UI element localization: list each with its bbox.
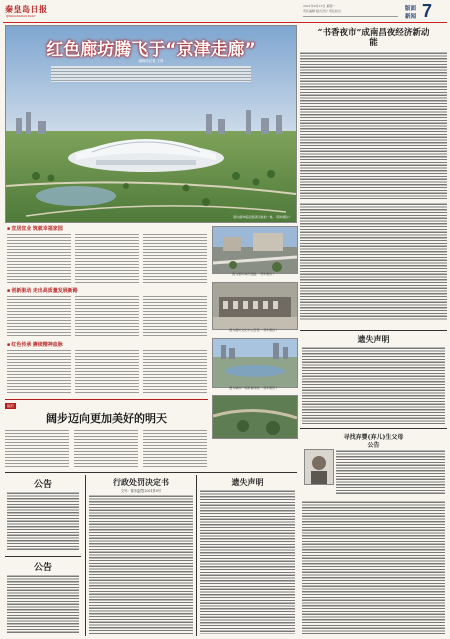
essay-kicker: 编后 (7, 403, 14, 408)
right-bottom-notices (302, 500, 445, 634)
lost-notice-title-2: 遗失声明 (231, 477, 264, 487)
section-head-2: ■ 创新驱动 走出高质量发展新路 (7, 288, 78, 294)
hero-headline: 红色廊坊腾飞于“京津走廊” (46, 40, 256, 60)
section-1-col-2 (75, 232, 139, 284)
essay-body-3 (143, 428, 207, 468)
right-article-body-1 (300, 51, 447, 199)
baby-photo (304, 449, 334, 485)
bottom-rule (5, 472, 297, 473)
admin-notice-sub: 文号：秦市监罚[2021]10号 (120, 489, 162, 493)
gonggao-box-1 (5, 475, 81, 553)
lost-notice-title-1: 遗失声明 (357, 334, 390, 344)
section-1-col-3 (143, 232, 207, 284)
gonggao-title-1: 公告 (33, 480, 52, 490)
search-notice-body (336, 449, 445, 495)
newspaper-site: QINHUANGDAO DAILY (6, 14, 36, 18)
lost-notice-body-2 (200, 489, 295, 634)
section-name-2: 新闻 (405, 14, 417, 20)
mid-photo-1-caption: 图为廊坊城市道路。（资料图片） (232, 272, 276, 276)
right-article-headline: “书香夜市”成南昌夜经济新动能 (317, 28, 430, 48)
admin-notice-title: 行政处罚决定书 (113, 477, 169, 487)
section-name-1: 版面 (405, 6, 417, 12)
hero-photo (5, 25, 297, 223)
search-notice-sub: 公告 (367, 442, 380, 449)
mid-photo-2 (212, 282, 298, 330)
gonggao-body-2 (7, 574, 79, 634)
section-2-col-2 (75, 294, 139, 338)
admin-notice-body (89, 494, 193, 634)
mid-photo-2-image (213, 283, 297, 329)
gonggao-title-2: 公告 (33, 563, 52, 573)
newspaper-logo: 秦皇岛日报 (5, 4, 48, 14)
section-head-3: ■ 红色传承 赓续精神血脉 (7, 342, 63, 348)
hero-intro-text (51, 66, 251, 82)
mid-photo-1 (212, 226, 298, 274)
section-1-col-1 (7, 232, 71, 284)
section-3-col-1 (7, 348, 71, 394)
essay-body-1 (5, 428, 69, 468)
mid-photo-4-image (213, 396, 297, 438)
mid-photo-4 (212, 395, 298, 439)
mid-photo-3-image (213, 339, 297, 387)
lost-notice-body-1 (302, 346, 445, 424)
section-3-col-3 (143, 348, 207, 394)
header-meta-2: 责任编辑 版式设计 责任校对 (303, 9, 341, 13)
hero-photo-caption: 图为廊坊临空经济区航拍一角。（资料图片） (233, 215, 292, 219)
essay-headline: 阔步迈向更加美好的明天 (46, 412, 167, 425)
lost-notice-box-1 (300, 330, 447, 427)
search-notice-box (300, 428, 447, 499)
section-3-col-2 (75, 348, 139, 394)
search-notice-title: 寻找弃婴(弃儿)生父母 (343, 434, 404, 441)
page-number: 7 (422, 1, 433, 21)
essay-block (5, 399, 208, 470)
right-article-body-2 (300, 202, 447, 320)
section-2-col-3 (143, 294, 207, 338)
hero-byline: 融媒体记者 王博 (138, 59, 164, 63)
mid-photo-3-caption: 图为城市广场游客休闲。（资料图片） (229, 386, 279, 390)
admin-notice-box (85, 475, 197, 636)
baby-photo-image (305, 450, 333, 484)
section-2-col-1 (7, 294, 71, 338)
header-meta-lines (303, 14, 398, 19)
masthead-rule (3, 22, 447, 23)
gonggao-body-1 (7, 491, 79, 551)
mid-photo-2-caption: 图为廊坊文化中心夜景。（资料图片） (229, 328, 279, 332)
essay-body-2 (74, 428, 138, 468)
gonggao-box-2 (5, 556, 81, 637)
section-head-1: ■ 宜居宜业 筑就幸福家园 (7, 226, 63, 232)
mid-photo-3 (212, 338, 298, 388)
header-meta-1: 2021年9月13日 星期一 (303, 4, 336, 8)
mid-photo-1-image (213, 227, 297, 273)
right-article (300, 26, 447, 326)
lost-notice-box-2 (198, 475, 297, 636)
masthead (3, 2, 447, 22)
